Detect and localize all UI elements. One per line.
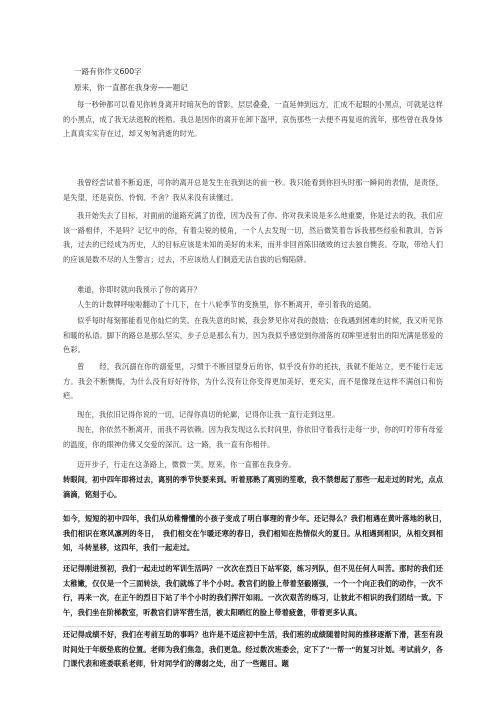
paragraph-2: 我曾经尝试着不断追逐，可你的离开总是发生在我到达的前一秒。我只能看到你回头时那一瞬间的表情，是责怪，是失望，还是哀伤、怜悯、不舍？我从来没有读懂过。 (63, 178, 443, 202)
paragraph-3: 我开始失去了目标，对面前的道路充满了彷徨，因为没有了你。你对我来说是多么地重要，你是过去的我，我们应该一路相伴，不是吗？记忆中的你，有着尖锐的棱角，一个人去发现一切，然后微笑着告诉我那些经验和教训，告诉我，过去的已经成为历史，人的目标应该是未知的美好的未来，而并非回首陈旧破败的过去独自懊丧。夺取，带给人们的应该是数不尽的人生警言；过去，不应该给人们制造无法自拔的后悔陷阱。 (63, 211, 443, 264)
paragraph-5: 人生的计数牌呼啦啦翻动了十几下，在十八轮季节的变换里，你不断离开，牵引着我的追随。 (77, 300, 376, 309)
divider (63, 560, 441, 561)
paragraph-1: 每一秒钟都可以看见你转身离开时暗灰色的背影，层层叠叠，一直延伸到远方，汇成不起眼的小黑点，可就是这样的小黑点，成了我无法逃脱的桎梏。我总是因你的离开在卸下盔甲，哀伤那些一去便不再复返的流年，那些曾在我身体上真真实实存在过，却又匆匆消逝的时光。 (63, 100, 443, 139)
document-title: 一路有你作文600字 (74, 67, 142, 76)
section-c: 还记得刚进预初，我们一起走过的军训生活吗？一次次在烈日下站军姿，练习列队，但不见任何人叫苦。那时的我们还太稚嫩，仅仅是一个三面转法，我们就练了半个小时。教官们的脸上带着坚毅刚强，一个一个向正我们的动作，一次不行，再来一次，在正午的烈日下站了半个小时的我们挥汗如雨。一次次艰苦的练习，让彼此不相识的我们团结一致。下午，我们坐在阶梯教室，听教官们讲军营生活，被太阳晒红的脸上带着疲惫，带着更多认真。 (63, 564, 443, 617)
paragraph-4: 难道，你即时就向我预示了你的离开？ (77, 285, 201, 294)
paragraph-8: 现在，我依旧记得你说的一切，记得你真切的轮廓，记得你让我一直行走到这里。 (77, 410, 340, 419)
divider (63, 626, 441, 627)
section-d: 还记得成绩不好，我们在考前互助的事吗？也许是不适应初中生活，我们班的成绩随着时间的推移逐渐下滑，甚至有段时间处于年级垫底的位置。老师为我们焦急，我们更急。经过数次班委会，定下了"一帮一"的复习计划。考试前夕，各门课代表和班委联系老师，针对同学们的薄弱之处，出了一些题目。题 (63, 630, 443, 669)
paragraph-6: 似乎每时每刻都能看见你灿烂的笑。在我失意的时候，我会梦见你对我的鼓励；在我遇到困难的时候，我又听见你和暖的私语。脚下的路总是那么坚实，步子总是那么有力，因为我似乎感觉到你滑落的双眸里迸射出的阳光满是慈爱的色彩。 (63, 316, 443, 355)
paragraph-9: 现在，你依然不断离开，而我不再依赖。因为我发现这么长时间里，你依旧守着我行走每一步，你的叮咛带有母爱的温度，你的眼神仿佛又交爱的深沉。这一路，我一直有你相伴。 (63, 425, 443, 449)
section-a: 转眼间，初中四年即将过去，离别的季节快要来到。听着那熟了离别的笙歌，我不禁想起了那些一起走过的时光，点点滴滴，铭刻于心。 (63, 475, 443, 499)
document-subtitle: 原来，你一直都在我身旁——题记 (74, 83, 188, 92)
divider (63, 510, 441, 511)
paragraph-10: 迈开步子，行走在这条路上，微微一笑，原来，你一直都在我身旁。 (77, 460, 296, 469)
paragraph-7: 曾 经，我沉溺在你的溺爱里，习惯于不断回望身后的你，似乎没有你的托扶，我就不能站立，更不能行走远方。我会不断懊悔，为什么没有好好待你，为什么没有让你变得更加美好，更充实，而不是像现在这样不满创口和伤疤。 (63, 362, 443, 401)
section-b: 如今，短短的初中四年，我们从幼稚懵懂的小孩子变成了明白事理的青少年。还记得么？我们相遇在黄叶落地的秋日， 我们相识在寒风凛冽的冬日， 我们相交在乍暖还寒的春日，我们相知在热情似火的夏日。从相遇到相识，从相交到相知，斗转星移，这四年，我们一起走过。 (63, 514, 451, 553)
